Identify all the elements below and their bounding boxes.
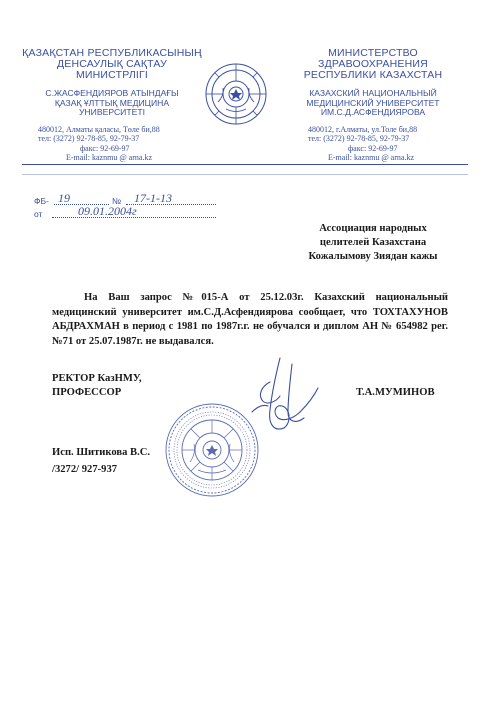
reference-block [34,193,234,223]
number-underline [126,204,216,205]
header-divider [22,164,468,165]
header-left-title: ҚАЗАҚСТАН РЕСПУБЛИКАСЫНЫҢ ДЕНСАУЛЫҚ САҚТАУ МИНИСТРЛІГІ [22,47,202,81]
signature-title-line2: ПРОФЕССОР [52,387,122,398]
header-right-university: КАЗАХСКИЙ НАЦИОНАЛЬНЫЙ МЕДИЦИНСКИЙ УНИВЕРСИТЕТ ИМ.С.Д.АСФЕНДИЯРОВА [306,88,440,117]
fb-label: ФБ- [34,196,49,206]
emblem-icon [204,62,268,126]
header-left-university: С.ЖАСФЕНДИЯРОВ АТЫНДАҒЫ ҚАЗАҚ ҰЛТТЫҚ МЕДИЦИНА УНИВЕРСИТЕТІ [45,88,179,117]
addressee-line: Ассоциация народных [319,223,427,234]
signature-title [52,372,142,400]
date-underline [52,217,216,218]
seal-stamp-icon [164,402,260,498]
number-value: 17-1-13 [134,191,172,205]
header-right-address: 480012, г.Алматы, ул.Толе би,88 тел: (3272) 92-78-85, 92-79-37 факс: 92-69-97 E-mail: kaznmu @ arna.kz [308,124,418,162]
header-left-address: 480012, Алматы қаласы, Төле би,88 тел: (3272) 92-78-85, 92-79-37 факс: 92-69-97 E-mail: kaznmu @ arna.kz [38,124,160,162]
header-divider-secondary [22,174,468,175]
date-label: от [34,209,43,219]
executor-phone: /3272/ 927-937 [52,464,118,475]
header-right-title: МИНИСТЕРСТВО ЗДРАВООХРАНЕНИЯ РЕСПУБЛИКИ КАЗАХСТАН [303,47,443,81]
signature-name: Т.А.МУМИНОВ [356,387,435,398]
executor-block [52,446,150,477]
letter-body: На Ваш запрос №015-А от 25.12.03г. Казахский национальный медицинский университет им.С.Д.Асфендиярова сообщает, что ТОХТАХУНОВ АБДРАХМАН в период с 1981 по 1987г.г. не обучался и диплом АН № 654982 рег. №71 от 25.07.1987г. не выдавался. [52,292,448,347]
addressee-block [288,222,458,264]
date-value: 09.01.2004г [78,204,137,218]
addressee-line: целителей Казахстана [319,237,427,248]
addressee-line: Кожалымову Зиядан кажы [308,251,438,262]
header-right [282,48,464,163]
number-label: № [112,196,122,206]
executor-name: Исп. Шитикова В.С. [52,447,151,458]
signature-title-line1: РЕКТОР КазНМУ, [52,373,142,384]
fb-value: 19 [58,191,70,205]
header-left [22,48,202,163]
